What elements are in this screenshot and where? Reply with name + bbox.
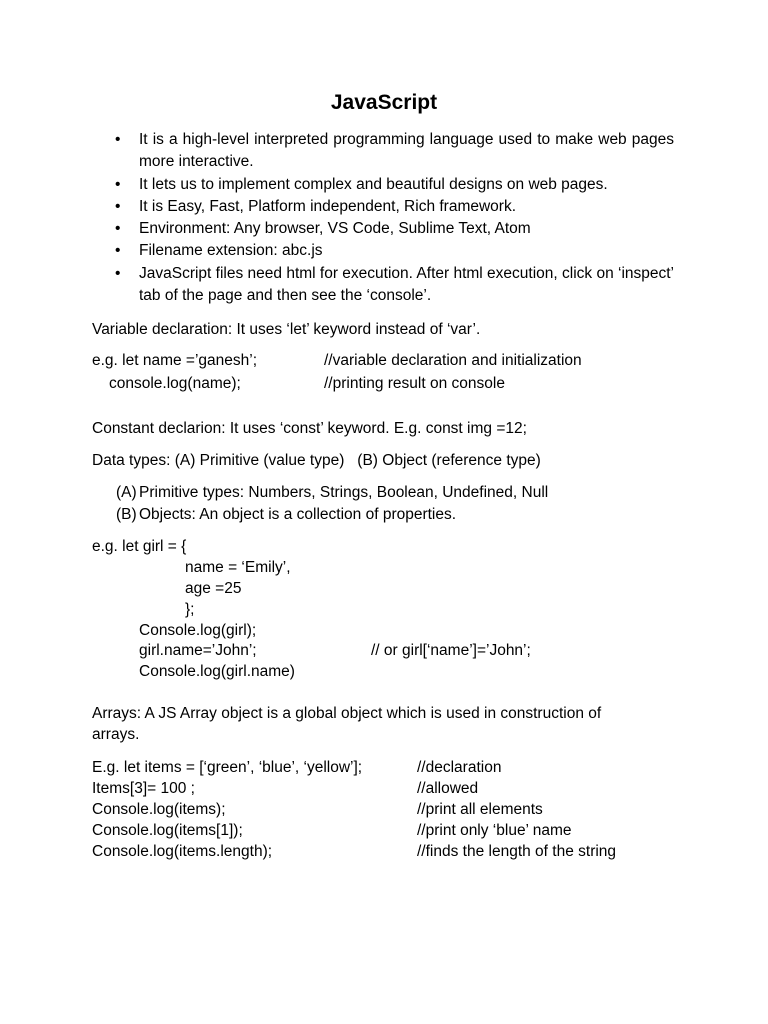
variable-log-code: console.log(name);: [109, 375, 241, 392]
bullet-icon: •: [115, 131, 121, 148]
data-type-marker: (B): [116, 506, 137, 523]
bullet-text: It is a high-level interpreted programming language used to make web pages more interactive.: [139, 131, 674, 171]
bullet-text: Filename extension: abc.js: [139, 242, 323, 260]
data-type-marker: (A): [116, 484, 137, 501]
constant-text: Constant declarion: It uses ‘const’ keyword. E.g. const img =12;: [92, 420, 527, 437]
object-code-line: girl.name=’John’;: [139, 642, 257, 659]
bullet-item: [92, 129, 674, 174]
bullet-item: [92, 196, 674, 218]
bullet-icon: •: [115, 264, 121, 282]
array-code-line: Console.log(items[1]);: [92, 822, 243, 839]
array-code-comment: //print only ‘blue’ name: [417, 822, 572, 839]
array-code-line: E.g. let items = [‘green’, ‘blue’, ‘yellow’];: [92, 759, 363, 776]
variable-heading: Variable declaration: It uses ‘let’ keyword instead of ‘var’.: [92, 321, 481, 338]
bullet-icon: •: [115, 220, 121, 238]
array-code-comment: //allowed: [417, 780, 479, 797]
object-code-line: name = ‘Emily’,: [185, 559, 291, 576]
object-code-line: age =25: [185, 580, 242, 597]
variable-example-code: e.g. let name =’ganesh’;: [92, 352, 258, 369]
array-code-comment: //declaration: [417, 759, 502, 776]
data-type-text: Primitive types: Numbers, Strings, Boolean, Undefined, Null: [139, 484, 549, 501]
array-code-comment: //finds the length of the string: [417, 843, 617, 860]
arrays-intro: Arrays: A JS Array object is a global object which is used in construction of: [92, 705, 602, 722]
page-title: JavaScript: [330, 91, 438, 114]
variable-example-comment: //variable declaration and initialization: [324, 352, 582, 369]
object-code-line: Console.log(girl.name): [139, 663, 295, 680]
object-code-line: e.g. let girl = {: [92, 538, 187, 555]
object-code-comment: // or girl[‘name’]=’John’;: [371, 642, 531, 659]
bullet-icon: •: [115, 242, 121, 260]
bullet-icon: •: [115, 175, 121, 193]
bullet-item: [92, 263, 674, 308]
data-types-heading: Data types: (A) Primitive (value type) (B) Object (reference type): [92, 452, 541, 469]
bullet-item: [92, 174, 674, 196]
bullet-item: [92, 218, 674, 240]
bullet-text: It is Easy, Fast, Platform independent, Rich framework.: [139, 197, 517, 215]
array-code-line: Items[3]= 100 ;: [92, 780, 195, 797]
variable-log-comment: //printing result on console: [324, 375, 505, 392]
array-code-line: Console.log(items.length);: [92, 843, 273, 860]
object-code-line: };: [185, 601, 195, 618]
bullet-text: It lets us to implement complex and beautiful designs on web pages.: [139, 175, 608, 193]
arrays-intro-continued: arrays.: [92, 726, 140, 743]
bullet-item: [92, 240, 674, 262]
data-type-text: Objects: An object is a collection of properties.: [139, 506, 457, 523]
bullet-text: JavaScript files need html for execution. After html execution, click on ‘inspect’ tab of the page and then see the ‘console’.: [139, 264, 674, 305]
object-code-line: Console.log(girl);: [139, 622, 257, 639]
bullet-icon: •: [115, 197, 121, 215]
intro-bullet-list: [92, 129, 674, 307]
array-code-line: Console.log(items);: [92, 801, 226, 818]
array-code-comment: //print all elements: [417, 801, 543, 818]
bullet-text: Environment: Any browser, VS Code, Sublime Text, Atom: [139, 220, 531, 238]
